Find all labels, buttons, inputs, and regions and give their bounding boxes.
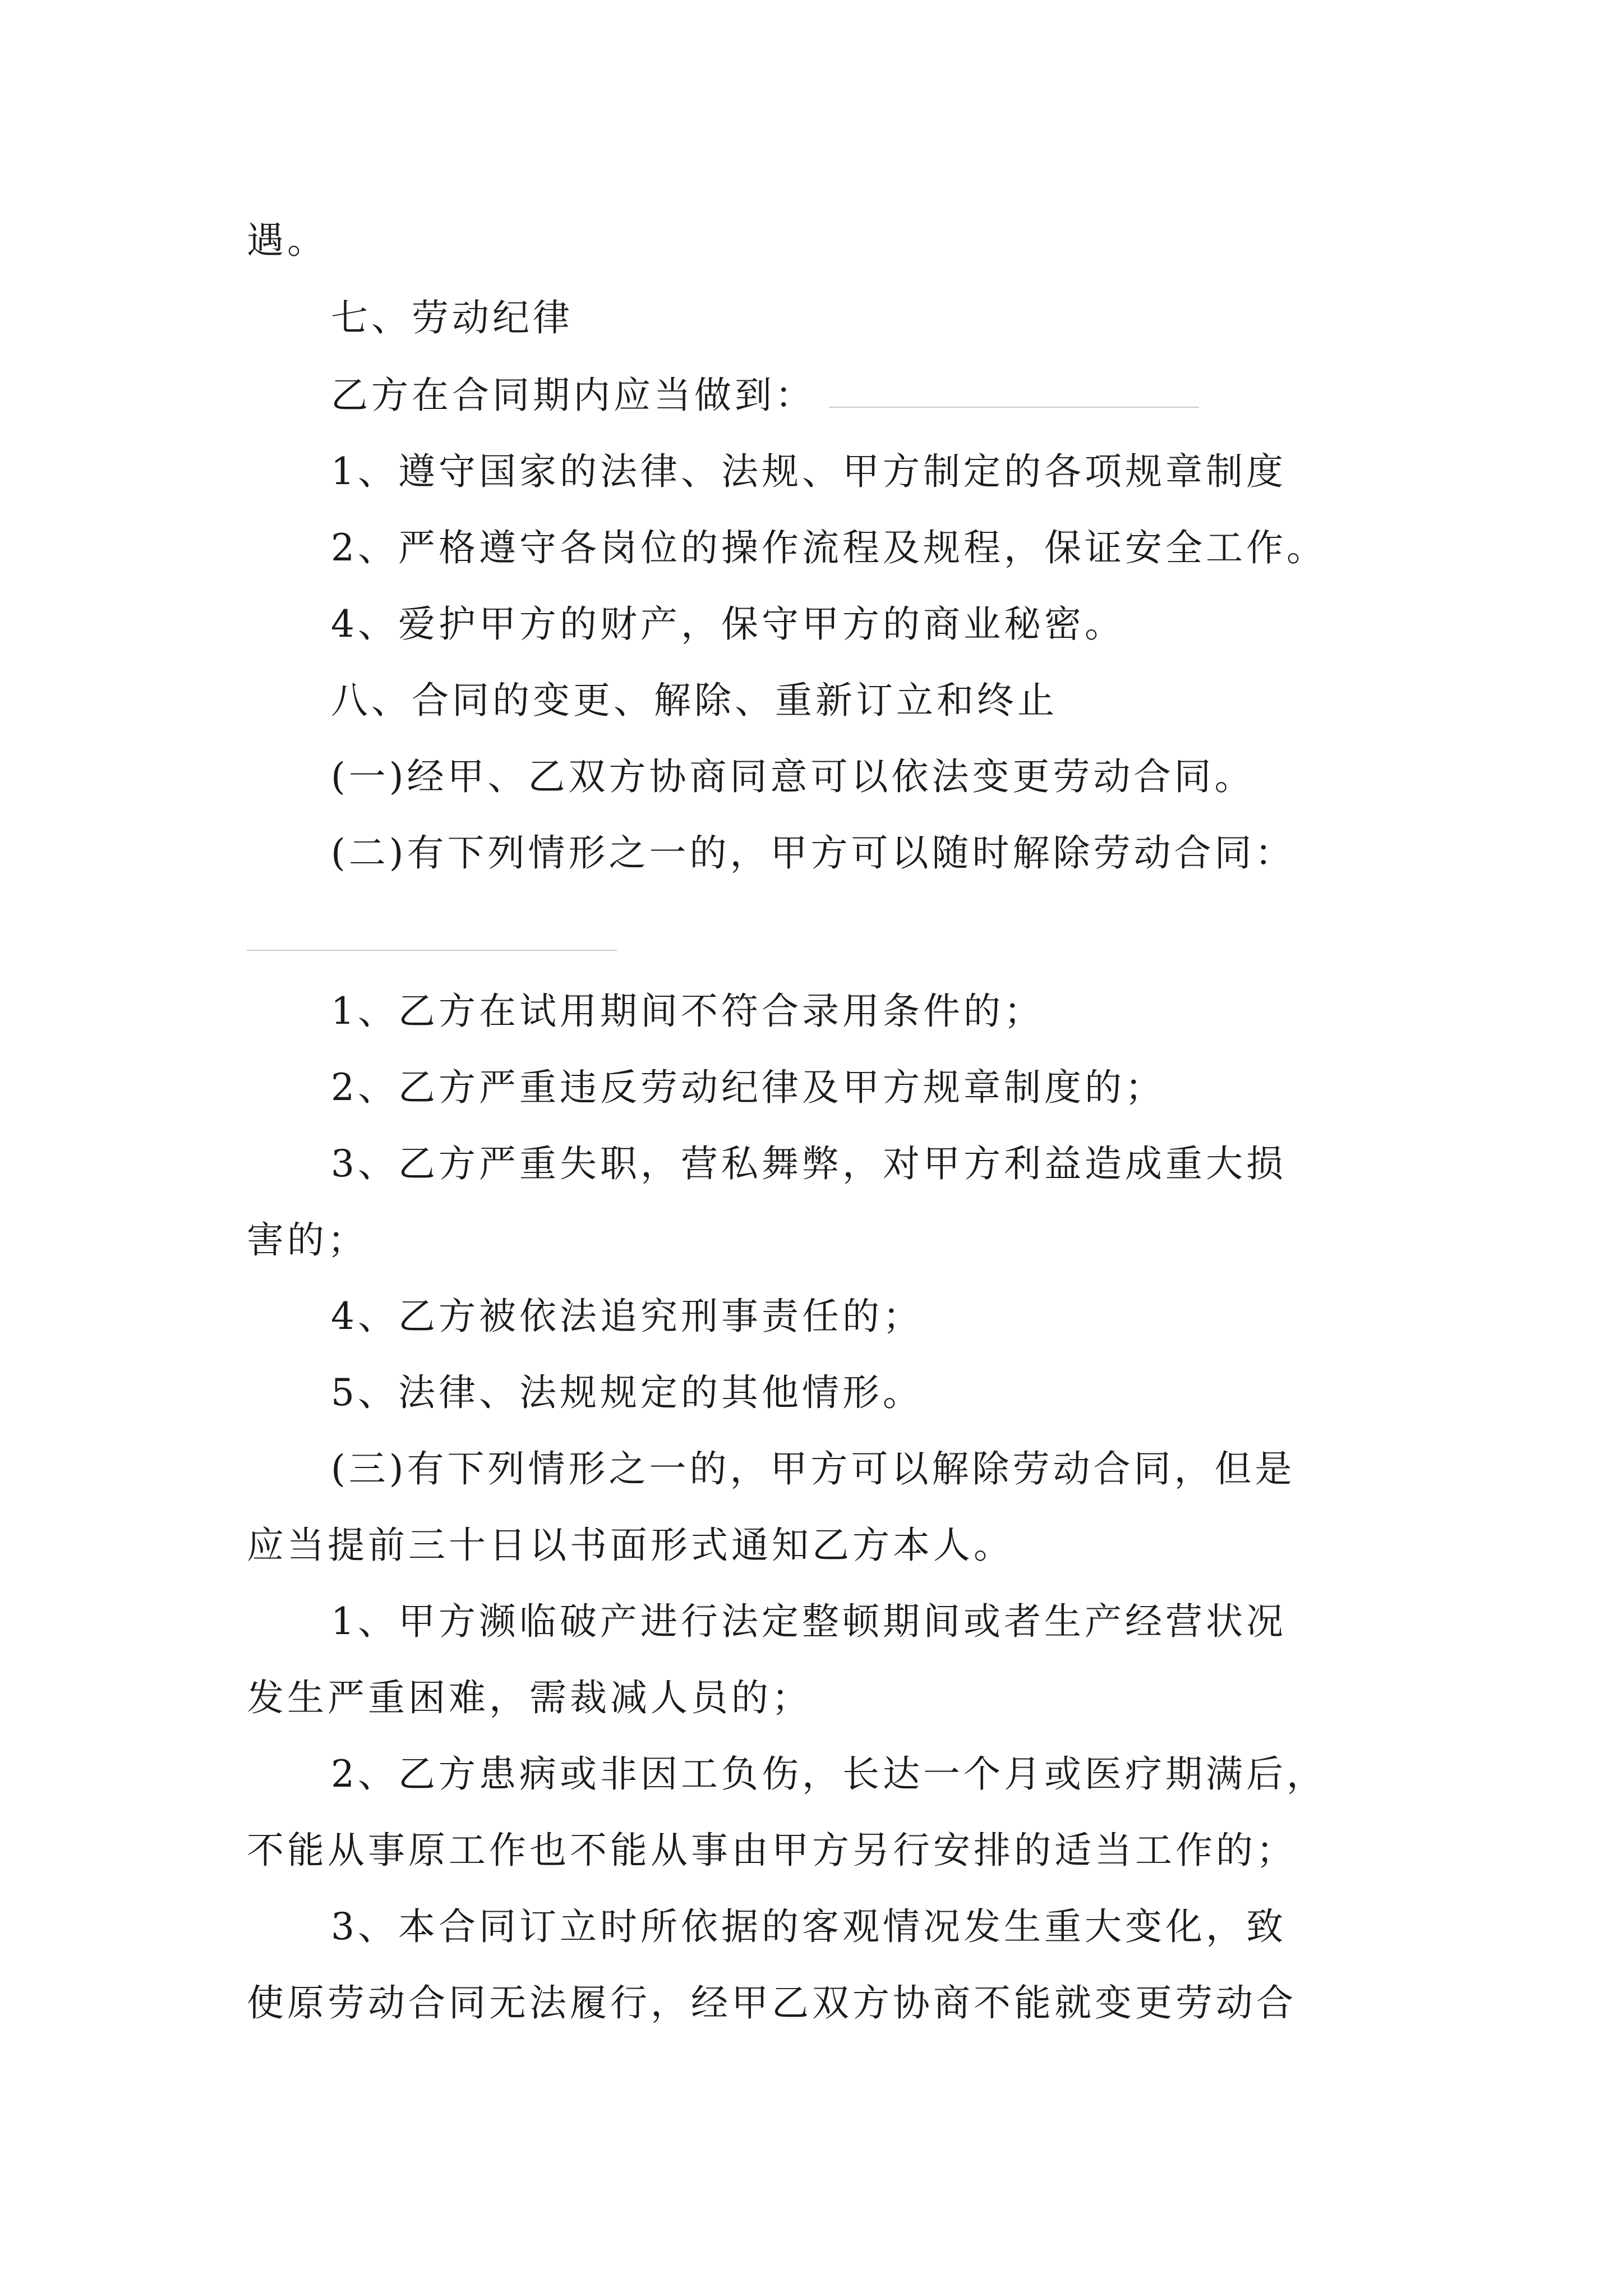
fill-in-blank xyxy=(247,950,617,951)
list-item: 4、爱护甲方的财产，保守甲方的商业秘密。 xyxy=(331,602,1125,646)
section-heading: 八、合同的变更、解除、重新订立和终止 xyxy=(331,679,1058,722)
list-item: 4、乙方被依法追究刑事责任的； xyxy=(331,1295,923,1338)
text-line: 遇。 xyxy=(247,219,328,262)
list-item: 1、乙方在试用期间不符合录用条件的； xyxy=(331,990,1044,1033)
list-item: 1、甲方濒临破产进行法定整顿期间或者生产经营状况 xyxy=(331,1600,1287,1643)
fill-in-blank xyxy=(829,378,1199,408)
text-line: (二)有下列情形之一的，甲方可以随时解除劳动合同： xyxy=(331,831,1295,875)
text-line: 不能从事原工作也不能从事由甲方另行安排的适当工作的； xyxy=(247,1829,1297,1872)
list-item: 3、本合同订立时所依据的客观情况发生重大变化，致 xyxy=(331,1905,1287,1948)
text-line: 乙方在合同期内应当做到： xyxy=(331,374,815,417)
text-line: 使原劳动合同无法履行，经甲乙双方协商不能就变更劳动合 xyxy=(247,1981,1297,2024)
list-item: 5、法律、法规规定的其他情形。 xyxy=(331,1371,923,1414)
text-line: 害的； xyxy=(247,1218,368,1262)
text-line: (三)有下列情形之一的，甲方可以解除劳动合同，但是 xyxy=(331,1447,1295,1490)
text-line-with-blank xyxy=(331,374,1199,417)
list-item: 2、乙方患病或非因工负伤，长达一个月或医疗期满后， xyxy=(331,1752,1327,1796)
section-heading: 七、劳动纪律 xyxy=(331,296,573,339)
list-item: 3、乙方严重失职，营私舞弊，对甲方利益造成重大损 xyxy=(331,1142,1287,1185)
text-line: 发生严重困难，需裁减人员的； xyxy=(247,1676,812,1719)
text-line: 应当提前三十日以书面形式通知乙方本人。 xyxy=(247,1524,1014,1567)
list-item: 2、乙方严重违反劳动纪律及甲方规章制度的； xyxy=(331,1066,1165,1109)
text-line: (一)经甲、乙双方协商同意可以依法变更劳动合同。 xyxy=(331,755,1255,798)
list-item: 1、遵守国家的法律、法规、甲方制定的各项规章制度 xyxy=(331,450,1287,493)
list-item: 2、严格遵守各岗位的操作流程及规程，保证安全工作。 xyxy=(331,526,1327,569)
